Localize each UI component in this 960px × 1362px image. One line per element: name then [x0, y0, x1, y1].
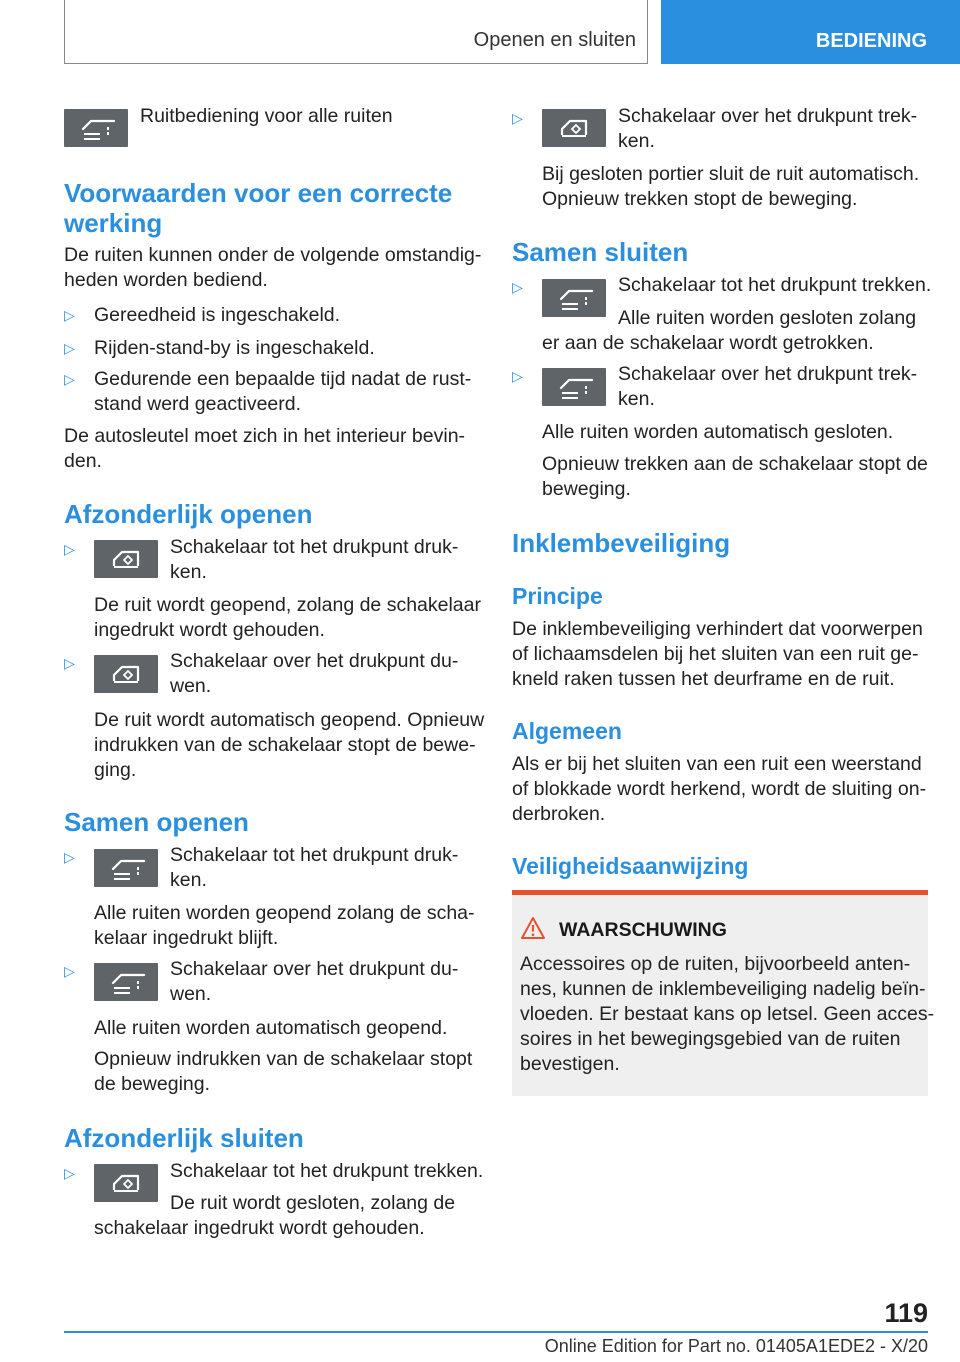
all-windows-switch-icon	[542, 368, 606, 406]
step-desc: Alle ruiten worden automatisch geopend.	[94, 1017, 448, 1039]
all-windows-switch-icon	[94, 963, 158, 1001]
conditions-note: De autosleutel moet zich in het interieur bevin-	[64, 425, 466, 447]
step-desc: Alle ruiten worden gesloten zolang	[618, 307, 917, 329]
step-desc: De ruit wordt geopend, zolang de schakelaar	[94, 594, 481, 616]
step-text-cont: wen.	[170, 983, 212, 1005]
chapter-title: BEDIENING	[815, 30, 927, 52]
list-item: Rijden-stand-by is ingeschakeld.	[94, 337, 375, 359]
step-desc-cont: ingedrukt wordt gehouden.	[94, 619, 325, 641]
step-desc-cont: er aan de schakelaar wordt getrokken.	[542, 332, 874, 354]
step-text: Schakelaar over het drukpunt trek-	[618, 105, 918, 127]
triangle-right-icon: ▷	[512, 110, 523, 126]
general-text: derbroken.	[512, 803, 606, 825]
step-desc: Alle ruiten worden automatisch gesloten.	[542, 421, 894, 443]
step-desc: De ruit wordt gesloten, zolang de	[170, 1192, 456, 1214]
page-number: 119	[884, 1298, 928, 1328]
principle-text: of lichaamsdelen bij het sluiten van een ruit ge-	[512, 643, 919, 665]
step-text: Schakelaar tot het drukpunt druk-	[170, 536, 459, 558]
warning-title: WAARSCHUWING	[559, 919, 727, 941]
step-desc-cont: kelaar ingedrukt blijft.	[94, 927, 279, 949]
triangle-right-icon: ▷	[512, 368, 523, 384]
step-desc-cont: beweging.	[542, 478, 631, 500]
step-text: Schakelaar tot het drukpunt trekken.	[618, 274, 932, 296]
footer-edition: Online Edition for Part no. 01405A1EDE2 - X/20	[544, 1336, 928, 1356]
intro-caption: Ruitbediening voor alle ruiten	[140, 105, 393, 127]
open-all-heading: Samen openen	[64, 807, 249, 837]
list-item: Gereedheid is ingeschakeld.	[94, 304, 341, 326]
principle-text: De inklembeveiliging verhindert dat voorwerpen	[512, 618, 923, 640]
step-desc: Opnieuw indrukken van de schakelaar stopt	[94, 1048, 473, 1070]
step-desc: De ruit wordt automatisch geopend. Opnieuw	[94, 709, 485, 731]
all-windows-switch-icon	[542, 279, 606, 317]
single-window-switch-icon	[542, 109, 606, 147]
warning-text: vloeden. Er bestaat kans op letsel. Geen acces-	[520, 1003, 935, 1025]
triangle-right-icon: ▷	[64, 963, 75, 979]
step-text-cont: ken.	[170, 561, 207, 583]
conditions-heading-cont: werking	[64, 208, 163, 238]
triangle-right-icon: ▷	[64, 371, 75, 387]
general-text: of blokkade wordt herkend, wordt de sluiting on-	[512, 778, 927, 800]
step-desc-cont: indrukken van de schakelaar stopt de bewe-	[94, 734, 476, 756]
step-desc-cont: de beweging.	[94, 1073, 211, 1095]
all-windows-switch-icon	[94, 849, 158, 887]
step-text-cont: ken.	[170, 869, 207, 891]
triangle-right-icon: ▷	[64, 849, 75, 865]
open-single-heading: Afzonderlijk openen	[64, 499, 313, 529]
triangle-right-icon: ▷	[512, 279, 523, 295]
pinch-protection-heading: Inklembeveiliging	[512, 528, 731, 558]
warning-triangle-icon	[520, 916, 546, 940]
triangle-right-icon: ▷	[64, 655, 75, 671]
list-item: Gedurende een bepaalde tijd nadat de rust-	[94, 368, 472, 390]
general-heading: Algemeen	[512, 718, 622, 744]
step-text-cont: ken.	[618, 388, 655, 410]
principle-text: kneld raken tussen het deurframe en de ruit.	[512, 668, 895, 690]
conditions-heading: Voorwaarden voor een correcte	[64, 178, 453, 208]
list-item-cont: stand werd geactiveerd.	[94, 393, 302, 415]
all-windows-switch-icon	[64, 109, 128, 147]
section-title: Openen en sluiten	[473, 29, 636, 51]
step-text: Schakelaar over het drukpunt trek-	[618, 363, 918, 385]
warning-text: bevestigen.	[520, 1053, 620, 1075]
step-text: Schakelaar tot het drukpunt druk-	[170, 844, 459, 866]
footer-divider	[64, 1331, 928, 1333]
close-all-heading: Samen sluiten	[512, 237, 689, 267]
step-desc: Bij gesloten portier sluit de ruit automatisch.	[542, 163, 920, 185]
step-desc-cont: ging.	[94, 759, 137, 781]
conditions-text-cont: heden worden bediend.	[64, 269, 268, 291]
general-text: Als er bij het sluiten van een ruit een weerstand	[512, 753, 922, 775]
triangle-right-icon: ▷	[64, 307, 75, 323]
step-desc-cont: schakelaar ingedrukt wordt gehouden.	[94, 1217, 425, 1239]
triangle-right-icon: ▷	[64, 1165, 75, 1181]
step-text-cont: wen.	[170, 675, 212, 697]
single-window-switch-icon	[94, 655, 158, 693]
triangle-right-icon: ▷	[64, 340, 75, 356]
triangle-right-icon: ▷	[64, 541, 75, 557]
step-text: Schakelaar over het drukpunt du-	[170, 650, 459, 672]
step-desc: Alle ruiten worden geopend zolang de scha-	[94, 902, 475, 924]
step-text-cont: ken.	[618, 130, 655, 152]
close-single-heading: Afzonderlijk sluiten	[64, 1123, 304, 1153]
conditions-note-cont: den.	[64, 450, 102, 472]
warning-text: Accessoires op de ruiten, bijvoorbeeld anten-	[520, 953, 911, 975]
conditions-text: De ruiten kunnen onder de volgende omstandig-	[64, 244, 482, 266]
step-desc: Opnieuw trekken aan de schakelaar stopt de	[542, 453, 928, 475]
step-desc-cont: Opnieuw trekken stopt de beweging.	[542, 188, 858, 210]
step-text: Schakelaar tot het drukpunt trekken.	[170, 1160, 484, 1182]
warning-text: soires in het bewegingsgebied van de ruiten	[520, 1028, 901, 1050]
single-window-switch-icon	[94, 540, 158, 578]
step-text: Schakelaar over het drukpunt du-	[170, 958, 459, 980]
warning-text: nes, kunnen de inklembeveiliging nadelig beïn-	[520, 978, 926, 1000]
principle-heading: Principe	[512, 583, 603, 609]
single-window-switch-icon	[94, 1164, 158, 1202]
safety-heading: Veiligheidsaanwijzing	[512, 853, 749, 879]
